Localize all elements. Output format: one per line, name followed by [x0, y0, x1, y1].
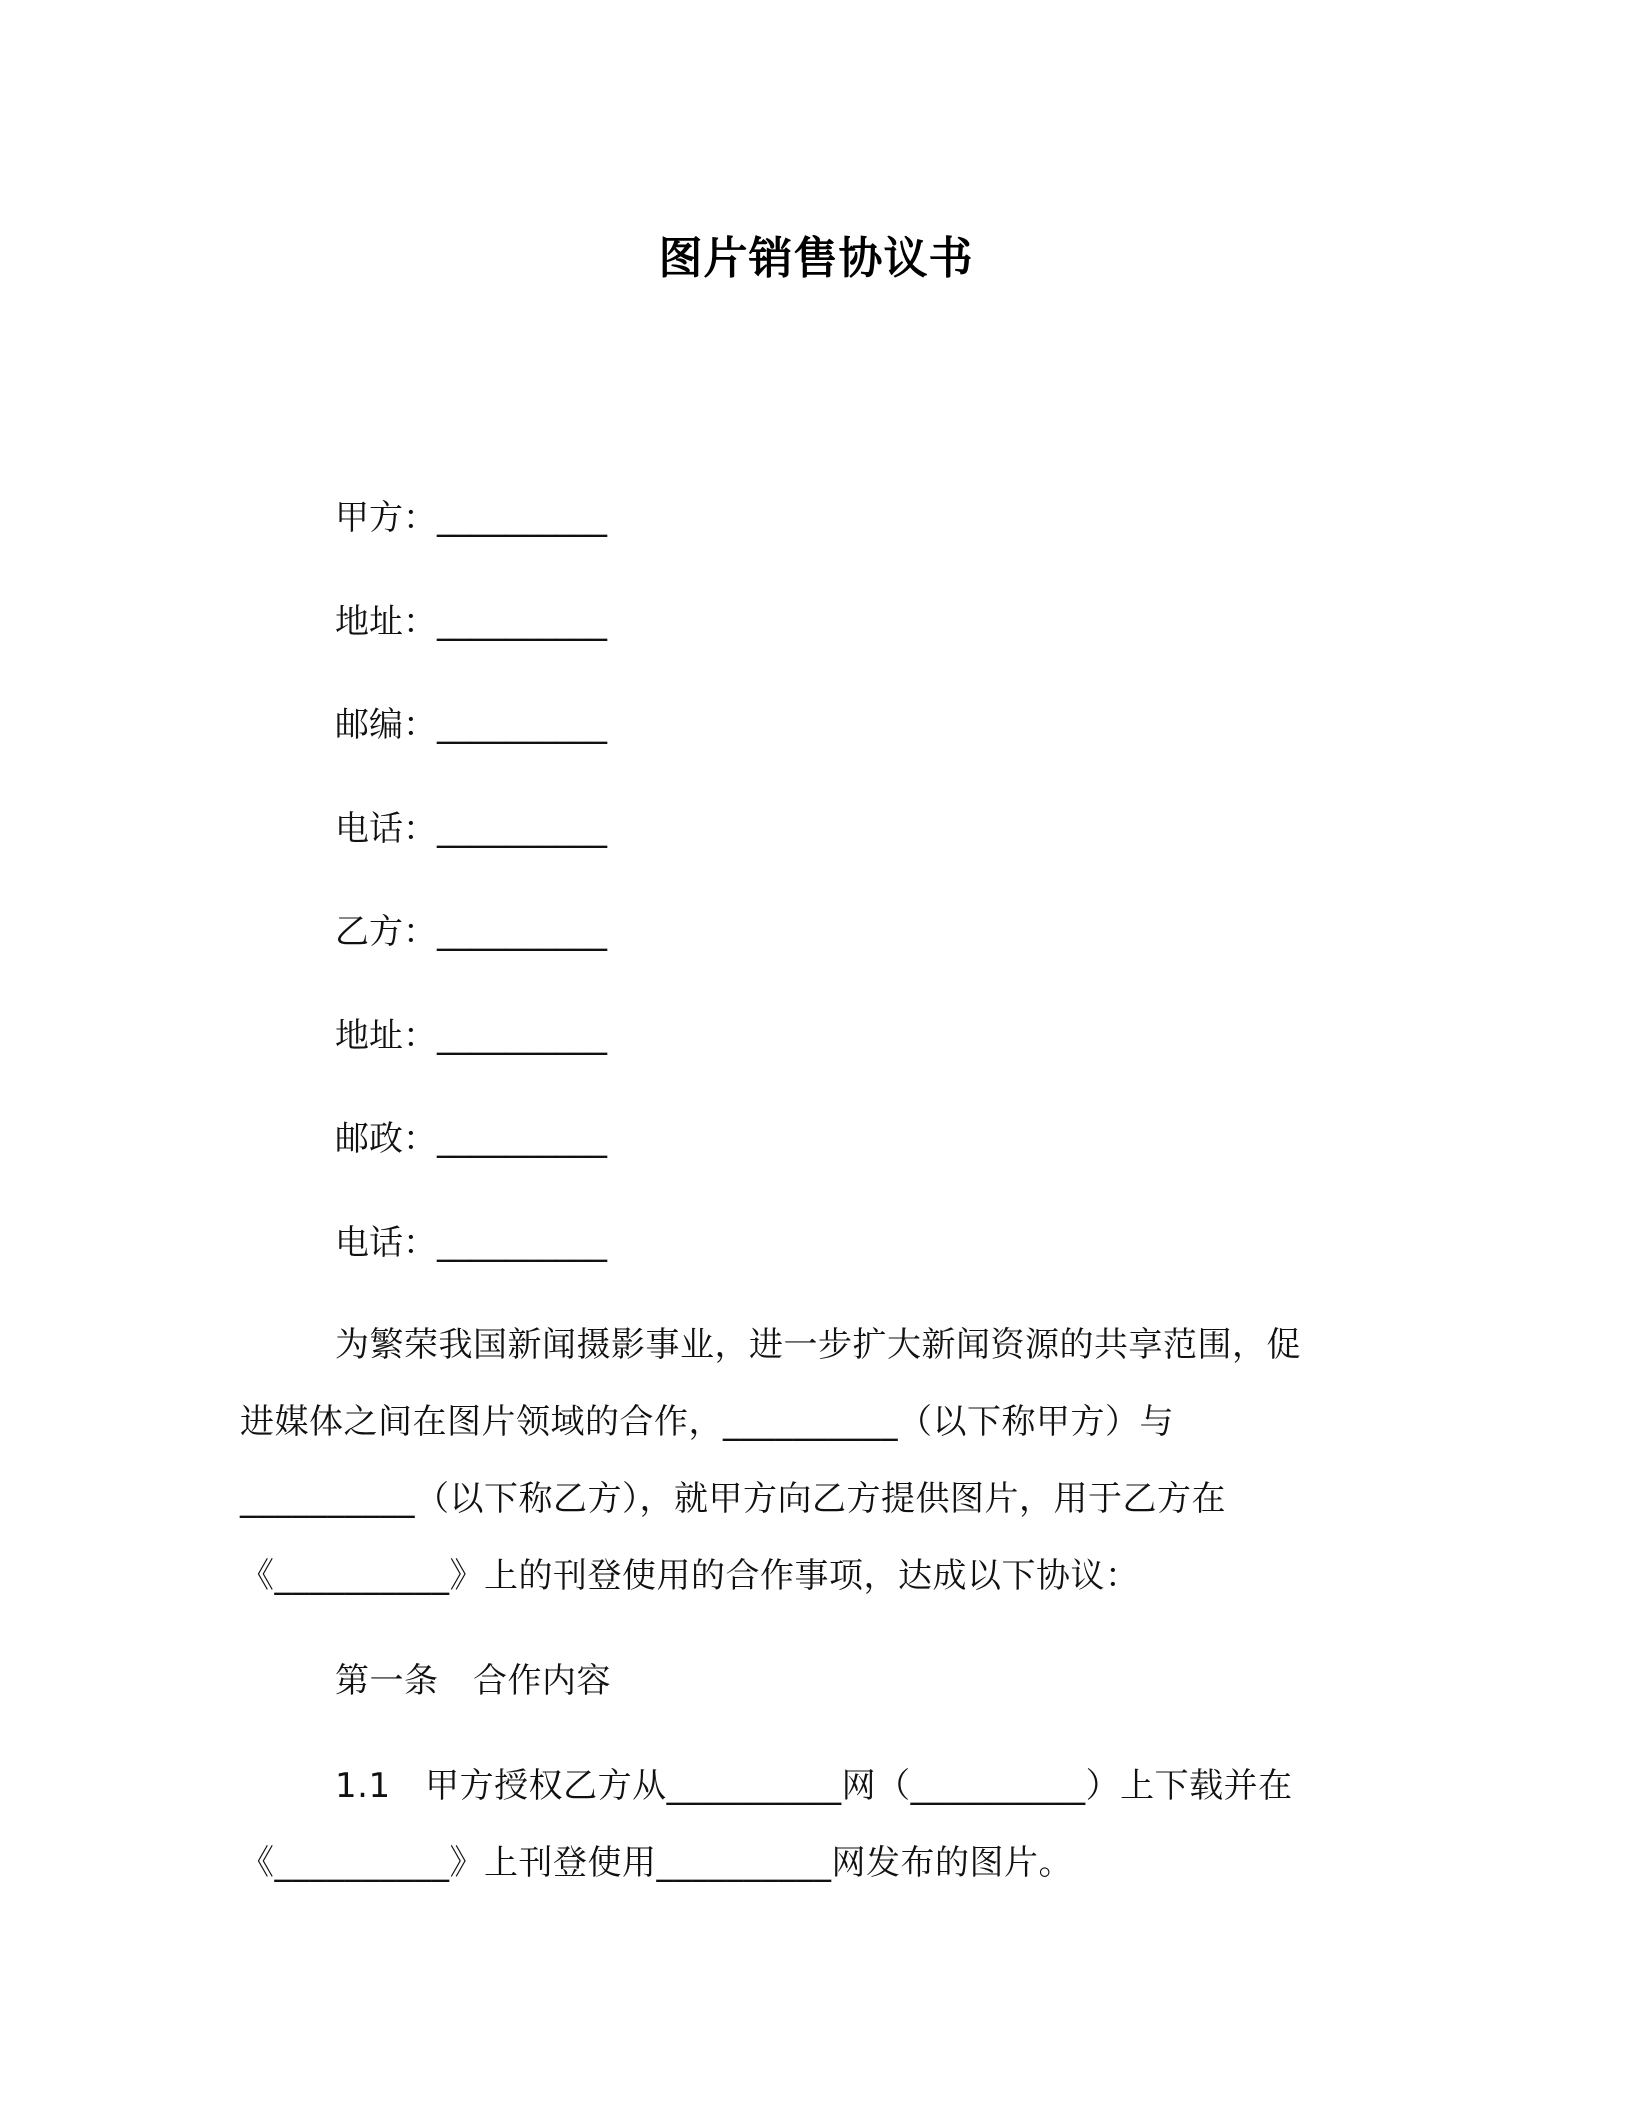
- document-title: 图片销售协议书: [658, 233, 974, 284]
- intro-line-1: 为繁荣我国新闻摄影事业，进一步扩大新闻资源的共享范围，促: [335, 1325, 1301, 1365]
- clause-1-1-line-1: 1.1 甲方授权乙方从__________网（__________）上下载并在: [335, 1766, 1293, 1806]
- intro-line-3: __________（以下称乙方），就甲方向乙方提供图片，用于乙方在: [240, 1479, 1226, 1519]
- party-a-postcode-line: 邮编：__________: [335, 705, 607, 745]
- party-b-name-line: 乙方：__________: [335, 912, 607, 952]
- party-b-phone-line: 电话：__________: [335, 1223, 607, 1263]
- party-b-address-line: 地址：__________: [335, 1016, 607, 1056]
- intro-line-4: 《__________》上的刊登使用的合作事项，达成以下协议：: [240, 1556, 1140, 1596]
- party-a-name-line: 甲方：__________: [335, 498, 607, 538]
- party-a-phone-line: 电话：__________: [335, 809, 607, 849]
- intro-line-2: 进媒体之间在图片领域的合作，__________（以下称甲方）与: [240, 1402, 1174, 1442]
- article-1-heading: 第一条 合作内容: [335, 1661, 611, 1701]
- party-b-postcode-line: 邮政：__________: [335, 1119, 607, 1159]
- party-a-address-line: 地址：__________: [335, 602, 607, 642]
- clause-1-1-line-2: 《__________》上刊登使用__________网发布的图片。: [240, 1843, 1073, 1883]
